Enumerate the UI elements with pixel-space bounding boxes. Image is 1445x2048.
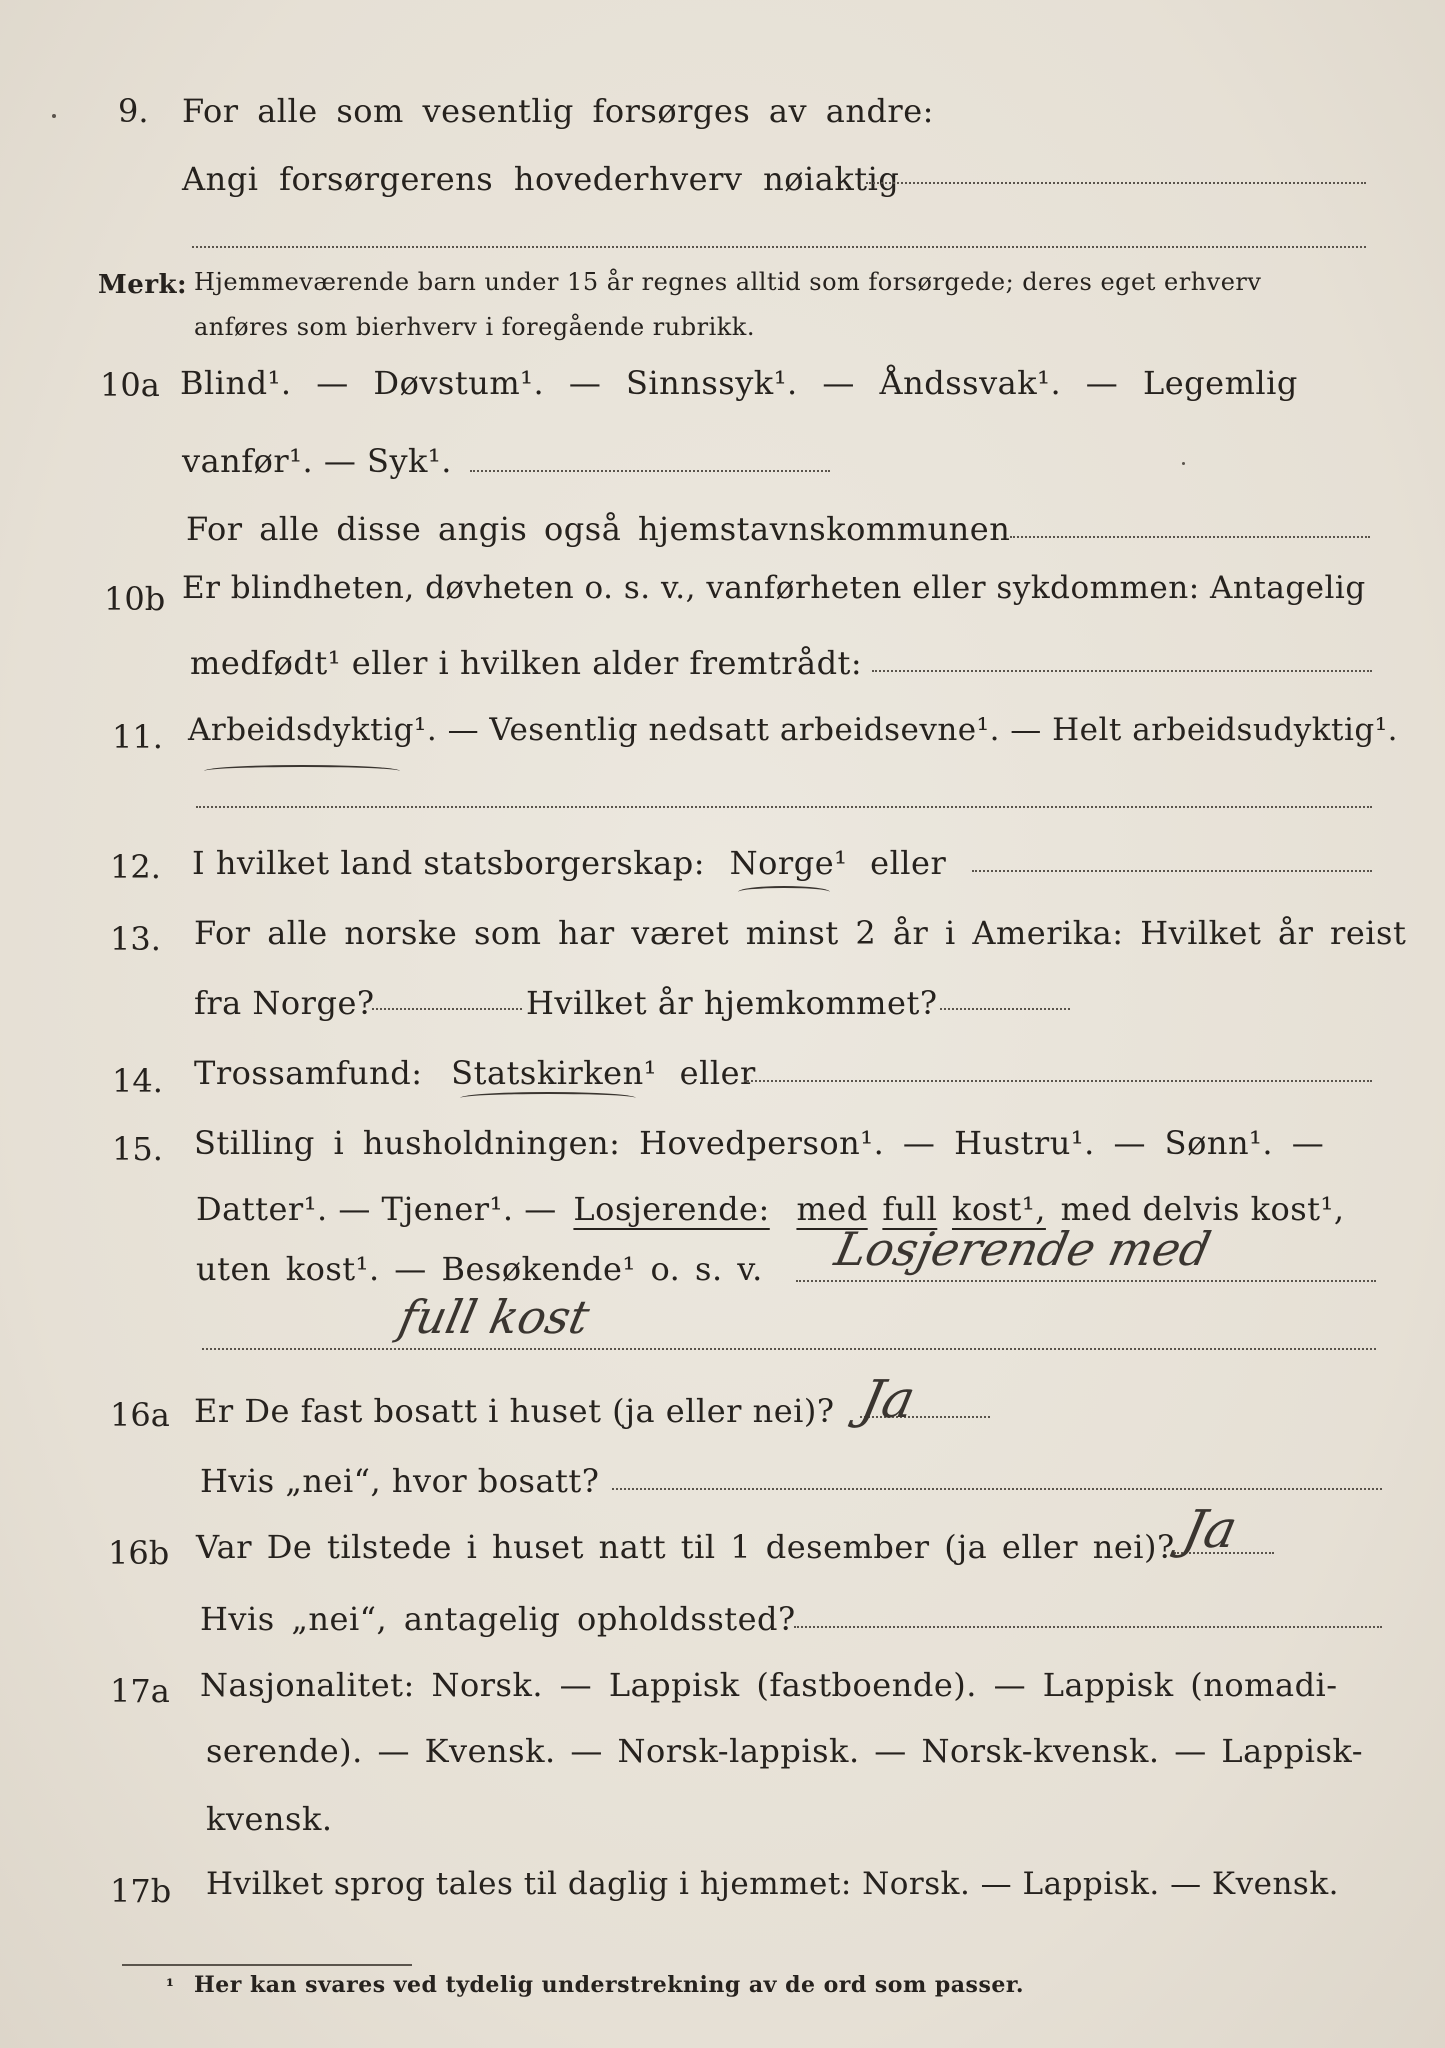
question-16a-bosatt-line[interactable] <box>612 1488 1382 1490</box>
question-11-number: 11. <box>112 718 163 756</box>
question-17b-line-1: Hvilket sprog tales til daglig i hjemmet: Norsk. — Lappisk. — Kvensk. <box>206 1866 1339 1902</box>
question-13-line-1: For alle norske som har været minst 2 år i Amerika: Hvilket år reist <box>194 914 1407 952</box>
merk-line-2: anføres som bierhverv i foregående rubrikk. <box>194 313 755 341</box>
option-arbeidsdyktig[interactable]: Arbeidsdyktig¹. <box>188 712 438 748</box>
question-13-reist-line[interactable] <box>372 1008 522 1010</box>
question-12-prompt: I hvilket land statsborgerskap: <box>192 844 705 882</box>
handwritten-answer-full-kost: full kost <box>394 1290 595 1344</box>
merk-line-1: Hjemmeværende barn under 15 år regnes alltid som forsørgede; deres eget erhverv <box>194 268 1262 296</box>
question-11-text <box>188 712 1398 748</box>
question-16a-line-1: Er De fast bosatt i huset (ja eller nei)? <box>194 1392 835 1430</box>
question-10b-line-1: Er blindheten, døvheten o. s. v., vanførheten eller sykdommen: Antagelig <box>182 570 1366 606</box>
question-10a-number: 10a <box>100 366 160 404</box>
question-16a-number: 16a <box>110 1396 170 1434</box>
question-14-eller: eller <box>679 1054 756 1092</box>
question-11-answer-line[interactable] <box>196 806 1372 808</box>
question-13-number: 13. <box>110 920 161 958</box>
question-13-line-2b: Hvilket år hjemkommet? <box>526 984 938 1022</box>
statskirken-underline-mark <box>460 1092 636 1104</box>
option-statskirken[interactable]: Statskirken¹ <box>451 1054 657 1092</box>
question-17b-number: 17b <box>110 1872 172 1910</box>
question-15-line-1: Stilling i husholdningen: Hovedperson¹. — Hustru¹. — Sønn¹. — <box>194 1124 1325 1162</box>
handwritten-answer-16a: Ja <box>855 1370 921 1430</box>
question-14-number: 14. <box>112 1062 163 1100</box>
question-13-hjemkommet-line[interactable] <box>940 1008 1070 1010</box>
question-17a-line-3: kvensk. <box>206 1800 333 1838</box>
question-14-answer-line[interactable] <box>744 1080 1372 1082</box>
question-10b-answer-line[interactable] <box>872 670 1372 672</box>
question-10b-number: 10b <box>104 580 166 618</box>
question-9-answer-line-1[interactable] <box>866 182 1366 184</box>
question-12-number: 12. <box>110 848 161 886</box>
question-16b-opholdssted-line[interactable] <box>794 1626 1382 1628</box>
footnote-rule <box>122 1964 412 1966</box>
question-9-line-1: For alle som vesentlig forsørges av andre: <box>182 92 934 130</box>
question-12-text <box>192 844 946 882</box>
question-12-eller: eller <box>870 844 947 882</box>
question-15-line-3: uten kost¹. — Besøkende¹ o. s. v. <box>196 1250 763 1288</box>
paper-speck <box>52 114 56 118</box>
question-13-line-2a: fra Norge? <box>194 984 375 1022</box>
option-kost[interactable]: kost¹, <box>951 1190 1046 1228</box>
question-17a-line-1: Nasjonalitet: Norsk. — Lappisk (fastboende). — Lappisk (nomadi- <box>200 1666 1338 1704</box>
footnote-text: Her kan svares ved tydelig understrekning av de ord som passer. <box>194 1972 1025 1998</box>
question-15-number: 15. <box>112 1130 163 1168</box>
option-med-delvis-kost: med delvis kost¹, <box>1060 1190 1345 1228</box>
paper-speck <box>1182 462 1185 465</box>
norge-underline-mark <box>738 886 830 898</box>
question-16a-line-2: Hvis „nei“, hvor bosatt? <box>200 1462 600 1500</box>
question-9-answer-line-2[interactable] <box>192 246 1366 248</box>
question-10a-answer-line[interactable] <box>470 470 830 472</box>
option-med[interactable]: med <box>796 1190 868 1228</box>
question-15-answer-line-2[interactable] <box>202 1348 1376 1350</box>
question-12-answer-line[interactable] <box>972 870 1372 872</box>
question-11-other-options: — Vesentlig nedsatt arbeidsevne¹. — Helt arbeidsudyktig¹. <box>447 712 1399 748</box>
question-14-text <box>194 1054 756 1092</box>
question-10a-line-1: Blind¹. — Døvstum¹. — Sinnssyk¹. — Åndssvak¹. — Legemlig <box>180 364 1298 402</box>
option-full[interactable]: full <box>882 1190 938 1228</box>
question-10a-line-2: vanfør¹. — Syk¹. <box>182 442 452 480</box>
question-15-line-2-start: Datter¹. — Tjener¹. — <box>196 1190 557 1228</box>
question-9-number: 9. <box>118 92 149 130</box>
handwritten-answer-losjerende-med: Losjerende med <box>830 1222 1216 1276</box>
question-16b-line-2: Hvis „nei“, antagelig opholdssted? <box>200 1600 796 1638</box>
merk-label: Merk: <box>98 270 188 300</box>
question-10b-line-2: medfødt¹ eller i hvilken alder fremtrådt: <box>190 644 863 682</box>
question-14-prompt: Trossamfund: <box>194 1054 423 1092</box>
question-10a-hjemstavn-line[interactable] <box>1010 536 1370 538</box>
question-17a-line-2: serende). — Kvensk. — Norsk-lappisk. — Norsk-kvensk. — Lappisk- <box>206 1732 1364 1770</box>
question-16b-line-1: Var De tilstede i huset natt til 1 desember (ja eller nei)? <box>196 1528 1175 1566</box>
question-15-answer-line-1[interactable] <box>796 1280 1376 1282</box>
question-10a-line-3: For alle disse angis også hjemstavnskommunen <box>186 510 1011 548</box>
option-norge[interactable]: Norge¹ <box>729 844 848 882</box>
handwritten-answer-16b: Ja <box>1177 1500 1243 1560</box>
question-9-line-2: Angi forsørgerens hovederhverv nøiaktig <box>182 160 900 198</box>
arbeidsdyktig-underline-mark <box>204 765 400 777</box>
option-losjerende[interactable]: Losjerende: <box>573 1190 770 1228</box>
question-17a-number: 17a <box>110 1672 170 1710</box>
question-16b-number: 16b <box>108 1534 170 1572</box>
footnote-mark: ¹ <box>166 1976 175 1997</box>
